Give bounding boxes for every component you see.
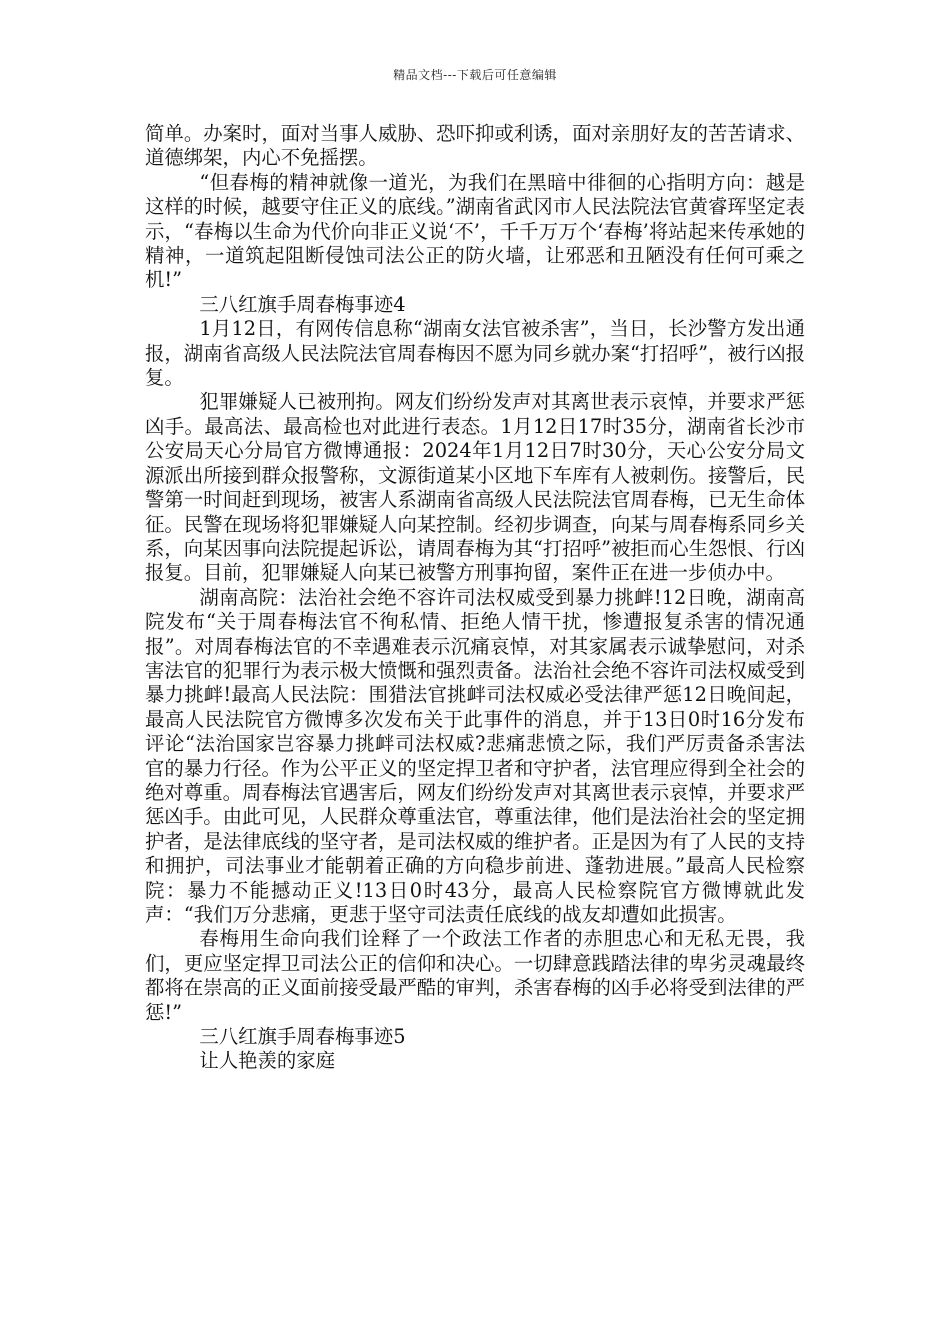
document-body	[145, 122, 805, 1074]
paragraph: “但春梅的精神就像一道光，为我们在黑暗中徘徊的心指明方向：越是这样的时候，越要守住正义的底线。”湖南省武冈市人民法院法官黄睿珲坚定表示，“春梅以生命为代价向非正义说‘不’，千千万万个‘春梅’将站起来传承她的精神，一道筑起阻断侵蚀司法公正的防火墙，让邪恶和丑陋没有任何可乘之机!”	[145, 170, 805, 292]
paragraph: 春梅用生命向我们诠释了一个政法工作者的赤胆忠心和无私无畏，我们，更应坚定捍卫司法公正的信仰和决心。一切肆意践踏法律的卑劣灵魂最终都将在崇高的正义面前接受最严酷的审判，杀害春梅的凶手必将受到法律的严惩!”	[145, 927, 805, 1024]
page-header: 精品文档---下载后可任意编辑	[393, 68, 557, 82]
subheading: 让人艳羡的家庭	[199, 1049, 336, 1073]
paragraph: 湖南高院：法治社会绝不容许司法权威受到暴力挑衅!12日晚，湖南高院发布“关于周春梅法官不徇私情、拒绝人情干扰，惨遭报复杀害的情况通报”。对周春梅法官的不幸遇难表示沉痛哀悼，对其家属表示诚挚慰问，对杀害法官的犯罪行为表示极大愤慨和强烈责备。法治社会绝不容许司法权威受到暴力挑衅!最高人民法院：围猎法官挑衅司法权威必受法律严惩12日晚间起，最高人民法院官方微博多次发布关于此事件的消息，并于13日0时16分发布评论“法治国家岂容暴力挑衅司法权威?悲痛悲愤之际，我们严厉责备杀害法官的暴力行径。作为公平正义的坚定捍卫者和守护者，法官理应得到全社会的绝对尊重。周春梅法官遇害后，网友们纷纷发声对其离世表示哀悼，并要求严惩凶手。由此可见，人民群众尊重法官，尊重法律，他们是法治社会的坚定拥护者，是法律底线的坚守者，是司法权威的维护者。正是因为有了人民的支持和拥护，司法事业才能朝着正确的方向稳步前进、蓬勃进展。”最高人民检察院：暴力不能撼动正义!13日0时43分，最高人民检察院官方微博就此发声：“我们万分悲痛，更悲于坚守司法责任底线的战友却遭如此损害。	[145, 585, 805, 926]
paragraph: 1月12日，有网传信息称“湖南女法官被杀害”，当日，长沙警方发出通报，湖南省高级人民法院法官周春梅因不愿为同乡就办案“打招呼”，被行凶报复。	[145, 317, 805, 390]
paragraph: 犯罪嫌疑人已被刑拘。网友们纷纷发声对其离世表示哀悼，并要求严惩凶手。最高法、最高检也对此进行表态。1月12日17时35分，湖南省长沙市公安局天心分局官方微博通报：2024年1月12日7时30分，天心公安分局文源派出所接到群众报警称，文源街道某小区地下车库有人被刺伤。接警后，民警第一时间赶到现场，被害人系湖南省高级人民法院法官周春梅，已无生命体征。民警在现场将犯罪嫌疑人向某控制。经初步调查，向某与周春梅系同乡关系，向某因事向法院提起诉讼，请周春梅为其“打招呼”被拒而心生怨恨、行凶报复。目前，犯罪嫌疑人向某已被警方刑事拘留，案件正在进一步侦办中。	[145, 390, 805, 585]
section-heading: 三八红旗手周春梅事迹4	[199, 292, 406, 316]
paragraph: 简单。办案时，面对当事人威胁、恐吓抑或利诱，面对亲朋好友的苦苦请求、道德绑架，内心不免摇摆。	[145, 122, 805, 170]
section-heading: 三八红旗手周春梅事迹5	[199, 1025, 406, 1049]
